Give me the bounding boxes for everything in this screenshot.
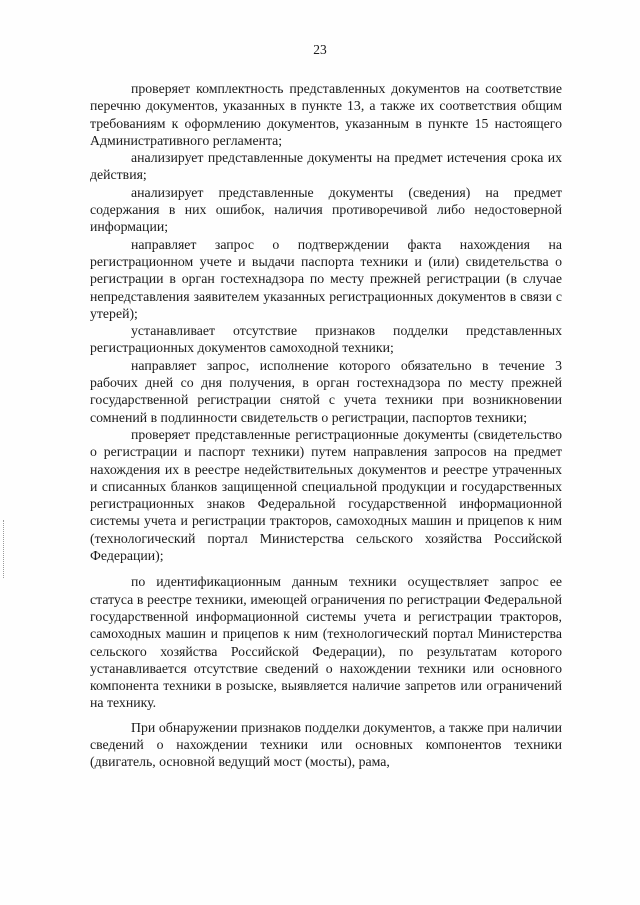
paragraph-check-forgery: устанавливает отсутствие признаков подделки представленных регистрационных документов самоходной техники; [90,323,562,356]
paragraph-check-completeness: проверяет комплектность представленных документов на соответствие перечню документов, указанных в пункте 13, а также их соответствия общим требованиям к оформлению документов, указанным в пункте 15 настоящего Административного регламента; [90,81,562,148]
paragraph-forgery-detected: При обнаружении признаков подделки документов, а также при наличии сведений о нахождении техники или основных компонентов техники (двигатель, основной ведущий мост (мосты), рама, [90,719,562,770]
paragraph-check-errors: анализирует представленные документы (сведения) на предмет содержания в них ошибок, наличия противоречивой либо недостоверной информации; [90,184,562,235]
paragraph-check-validity-period: анализирует представленные документы на предмет истечения срока их действия; [90,150,562,183]
paragraph-request-previous-registration: направляет запрос, исполнение которого обязательно в течение 3 рабочих дней со дня получения, в орган гостехнадзора по месту прежней государственной регистрации снятой с учета техники при возникновении сомнений в подлинности свидетельств о регистрации, паспортов техники; [90,357,562,425]
paragraph-request-confirmation: направляет запрос о подтверждении факта нахождения на регистрационном учете и выдачи паспорта техники и (или) свидетельства о регистрации в орган гостехнадзора по месту прежней регистрации (в случае непредставления заявителем указанных регистрационных документов в связи с утерей); [90,236,562,321]
margin-scan-mark [3,520,7,578]
document-body [90,80,562,771]
paragraph-status-request: по идентификационным данным техники осуществляет запрос ее статуса в реестре техники, имеющей ограничения по регистрации Федеральной государственной информационной системы учета и регистрации тракторов, самоходных машин и прицепов к ним (технологический портал Министерства сельского хозяйства Российской Федерации), по результатам которого устанавливается отсутствие сведений о нахождении техники или основного компонента техники в розыске, выявляется наличие запретов или ограничений на технику. [90,574,562,711]
paragraph-check-registries: проверяет представленные регистрационные документы (свидетельство о регистрации и паспорт техники) путем направления запросов на предмет нахождения их в реестре недействительных документов и реестре утраченных и списанных бланков защищенной специальной продукции и государственных регистрационных знаков Федеральной государственной информационной системы учета и регистрации тракторов, самоходных машин и прицепов к ним (технологический портал Министерства сельского хозяйства Российской Федерации); [90,426,562,564]
page-number: 23 [313,42,327,57]
